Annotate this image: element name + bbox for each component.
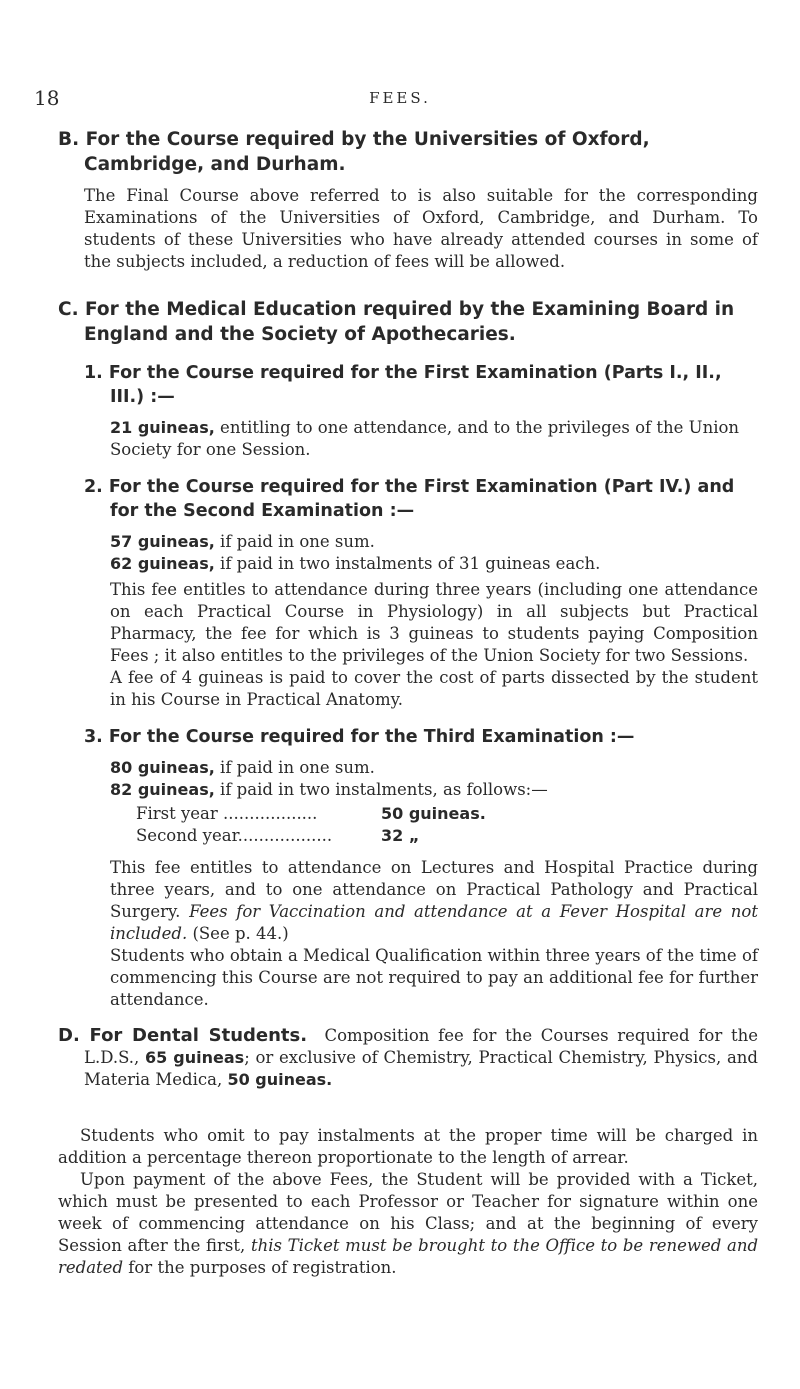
footer-paragraph-2-tail: for the purposes of registration. — [128, 1258, 397, 1277]
item-2-amount-1-text: if paid in one sum. — [214, 532, 375, 551]
item-1-amount: 21 guineas, — [110, 418, 215, 437]
instalment-row — [136, 825, 758, 847]
item-1-fee — [110, 417, 758, 461]
item-2-text-2: A fee of 4 guineas is paid to cover the cost of parts dissected by the student in his Course in Practical Anatomy. — [110, 668, 758, 709]
item-2-amount-2: 62 guineas, — [110, 554, 215, 573]
section-d-text-b: ; or exclusive of Chemistry, Practical Chemistry, Physics, and Materia Medica, — [84, 1048, 758, 1089]
section-b-text: The Final Course above referred to is also suitable for the corresponding Examinations of the Universities of Oxford, Cambridge, and Durham. To students of these Universities who have already attended courses in some of the subjects included, a reduction of fees will be allowed. — [84, 186, 758, 271]
item-2-text-1: This fee entitles to attendance during three years (including one attendance on each Practical Course in Physiology) in all subjects but Practical Pharmacy, the fee for which is 3 guineas to students paying Composition Fees ; it also entitles to the privileges of the Union Society for two Sessions. — [110, 580, 758, 665]
item-3-text-2: Students who obtain a Medical Qualification within three years of the time of commencing this Course are not required to pay an additional fee for further attendance. — [110, 946, 758, 1009]
item-3-text-1-main: This fee entitles to attendance on Lectures and Hospital Practice during three years, and to one attendance on Practical Pathology and Practical Surgery. — [110, 858, 758, 921]
section-c-item-1 — [84, 361, 758, 461]
running-head: FEES. — [369, 89, 431, 107]
section-d-heading: D. For Dental Students. — [58, 1025, 308, 1046]
item-2-amount-1: 57 guineas, — [110, 532, 215, 551]
instalment-table — [136, 803, 758, 847]
section-d-amount-b: 50 guineas. — [227, 1070, 333, 1089]
item-1-amount-text: entitling to one attendance, and to the privileges of the Union Society for one Session. — [110, 418, 740, 459]
section-d-paragraph — [58, 1025, 758, 1091]
item-3-fee-one-sum — [110, 757, 758, 779]
item-3-text-1-italic: Fees for Vaccination and attendance at a Fever Hospital are not included. — [110, 902, 758, 943]
footer-paragraph-2-italic: this Ticket must be brought to the Office to be renewed and redated — [58, 1236, 759, 1277]
item-3-heading: 3. For the Course required for the Third Examination :— — [84, 727, 635, 747]
footer-notes — [58, 1125, 758, 1279]
instalment-row — [136, 803, 758, 825]
section-c-item-2 — [84, 475, 758, 711]
section-d-amount-a: 65 guineas — [145, 1048, 245, 1067]
footer-paragraph-2 — [58, 1169, 758, 1279]
instalment-label: First year .................. — [136, 804, 318, 823]
section-c-heading: C. For the Medical Education required by the Examining Board in England and the Society of Apothecaries. — [58, 299, 735, 345]
item-1-heading: 1. For the Course required for the First Examination (Parts I., II., III.) :— — [84, 363, 722, 407]
section-b — [58, 127, 758, 273]
item-3-amount-2: 82 guineas, — [110, 780, 215, 799]
item-2-fee-one-sum — [110, 531, 758, 553]
instalment-value: 50 guineas. — [381, 804, 486, 823]
item-3-amount-1: 80 guineas, — [110, 758, 215, 777]
section-d — [58, 1025, 758, 1091]
section-c — [58, 297, 758, 1011]
instalment-label: Second year.................. — [136, 826, 333, 845]
footer-paragraph-1: Students who omit to pay instalments at the proper time will be charged in addition a percentage thereon proportionate to the length of arrear. — [58, 1126, 758, 1167]
section-d-text-a: Composition fee for the Courses required for the L.D.S., — [84, 1026, 758, 1067]
item-3-amount-2-text: if paid in two instalments, as follows:— — [214, 780, 548, 799]
item-2-fee-instalments — [110, 553, 758, 575]
item-3-text-1-tail: (See p. 44.) — [192, 924, 289, 943]
item-3-fee-instalments — [110, 779, 758, 801]
item-3-text-1 — [110, 857, 758, 945]
section-b-heading: B. For the Course required by the Universities of Oxford, Cambridge, and Durham. — [58, 129, 650, 175]
section-c-item-3 — [84, 725, 758, 1011]
item-2-heading: 2. For the Course required for the First Examination (Part IV.) and for the Second Examination :— — [84, 477, 735, 521]
page-number: 18 — [34, 86, 60, 110]
item-3-amount-1-text: if paid in one sum. — [214, 758, 375, 777]
footer-paragraph-2-main: Upon payment of the above Fees, the Student will be provided with a Ticket, which must be presented to each Professor or Teacher for signature within one week of commencing attendance on his Class; and at the beginning of every Session after the first, — [58, 1170, 758, 1255]
page-content — [58, 127, 758, 1279]
item-2-amount-2-text: if paid in two instalments of 31 guineas each. — [214, 554, 601, 573]
instalment-value: 32 „ — [381, 826, 420, 845]
